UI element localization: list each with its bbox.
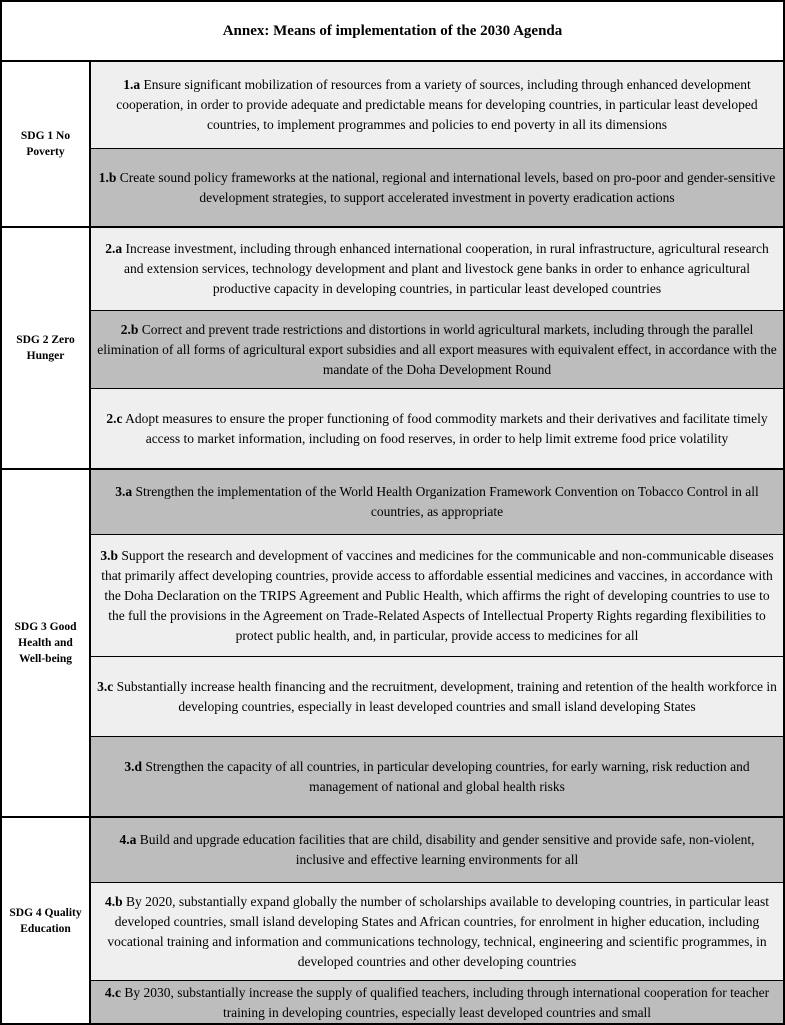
target-id: 4.c [104,985,121,1000]
target-text: Create sound policy frameworks at the national, regional and international levels, based on pro-poor and gender-sensitive development strategies, to support accelerated investment in poverty eradication actions [119,169,776,205]
target-paragraph [96,677,778,717]
target-id: 4.b [105,893,123,909]
target-paragraph [96,830,778,870]
target-paragraph [96,168,778,208]
sdg-2-section [2,226,783,468]
target-id: 3.b [100,547,118,563]
sdg-1-label: SDG 1 No Poverty [2,62,91,226]
target-row-1a [91,62,783,148]
target-row-2a [91,228,783,310]
target-paragraph [96,409,778,449]
target-row-4b [91,882,783,980]
target-text: Correct and prevent trade restrictions and distortions in world agricultural markets, including through the parallel elimination of all forms of agricultural export subsidies and all export measures with equivalent effect, in accordance with the mandate of the Doha Development Round [97,321,777,377]
target-text: Build and upgrade education facilities that are child, disability and gender sensitive and provide safe, non-violent, inclusive and effective learning environments for all [139,832,755,867]
table-title: Annex: Means of implementation of the 2030 Agenda [2,2,783,62]
target-id: 2.a [105,241,123,256]
sdg-4-label: SDG 4 Quality Education [2,818,91,1023]
target-row-3a [91,470,783,534]
target-id: 3.d [124,758,142,774]
target-id: 3.c [97,678,114,694]
sdg-4-targets [91,818,783,1023]
target-id: 3.a [115,484,133,499]
target-id: 4.a [119,832,137,847]
target-paragraph [96,892,778,972]
sdg-3-targets [91,470,783,816]
target-paragraph [96,75,778,135]
target-text: Support the research and development of vaccines and medicines for the communicable and non-communicable diseases that primarily affect developing countries, provide access to affordable essential medicines and vaccines, in accordance with the Doha Declaration on the TRIPS Agreement and Public Health, which affirms the right of developing countries to use to the full the provisions in the Agreement on Trade-Related Aspects of Intellectual Property Rights regarding flexibilities to protect public health, and, in particular, provide access to medicines for all [101,547,774,643]
sdg-1-section [2,62,783,226]
sdg-2-targets [91,228,783,468]
sdg-2-label: SDG 2 Zero Hunger [2,228,91,468]
sdg-3-label: SDG 3 Good Health and Well-being [2,470,91,816]
target-text: By 2030, substantially increase the supply of qualified teachers, including through international cooperation for teacher training in developing countries, especially least developed countries and small [124,985,770,1020]
sdg-3-section [2,468,783,816]
target-row-3b [91,534,783,656]
target-text: Increase investment, including through enhanced international cooperation, in rural infrastructure, agricultural research and extension services, technology development and plant and livestock gene banks in order to enhance agricultural productive capacity in developing countries, in particular least developed countries [123,241,769,296]
target-text: Strengthen the implementation of the World Health Organization Framework Convention on Tobacco Control in all countries, as appropriate [135,484,759,519]
target-row-2c [91,388,783,468]
target-text: Ensure significant mobilization of resources from a variety of sources, including through enhanced development cooperation, in order to provide adequate and predictable means for developing countries, in particular least developed countries, to implement programmes and policies to end poverty in all its dimensions [116,77,758,132]
target-id: 2.c [106,410,123,426]
target-row-2b [91,310,783,388]
target-id: 1.a [123,77,141,92]
target-text: Adopt measures to ensure the proper functioning of food commodity markets and their derivatives and facilitate timely access to market information, including on food reserves, in order to help limit extreme food price volatility [125,410,768,446]
target-paragraph [96,239,778,299]
target-paragraph [96,320,778,380]
target-row-3d [91,736,783,816]
target-paragraph [96,546,778,646]
target-paragraph [96,757,778,797]
target-id: 1.b [98,169,117,185]
target-paragraph [96,482,778,522]
target-row-1b [91,148,783,226]
sdg-1-targets [91,62,783,226]
target-text: Substantially increase health financing and the recruitment, development, training and retention of the health workforce in developing countries, especially in least developed countries and small island developing States [116,678,777,714]
target-paragraph [96,983,778,1023]
sdg-4-section [2,816,783,1023]
target-row-4a [91,818,783,882]
target-row-3c [91,656,783,736]
target-text: By 2020, substantially expand globally the number of scholarships available to developing countries, in particular least developed countries, small island developing States and African countries, for enrolment in higher education, including vocational training and information and communications technology, technical, engineering and scientific programmes, in developed countries and other developing countries [107,893,769,969]
target-id: 2.b [120,321,139,337]
target-text: Strengthen the capacity of all countries, in particular developing countries, for early warning, risk reduction and management of national and global health risks [145,758,750,794]
target-row-4c [91,980,783,1023]
